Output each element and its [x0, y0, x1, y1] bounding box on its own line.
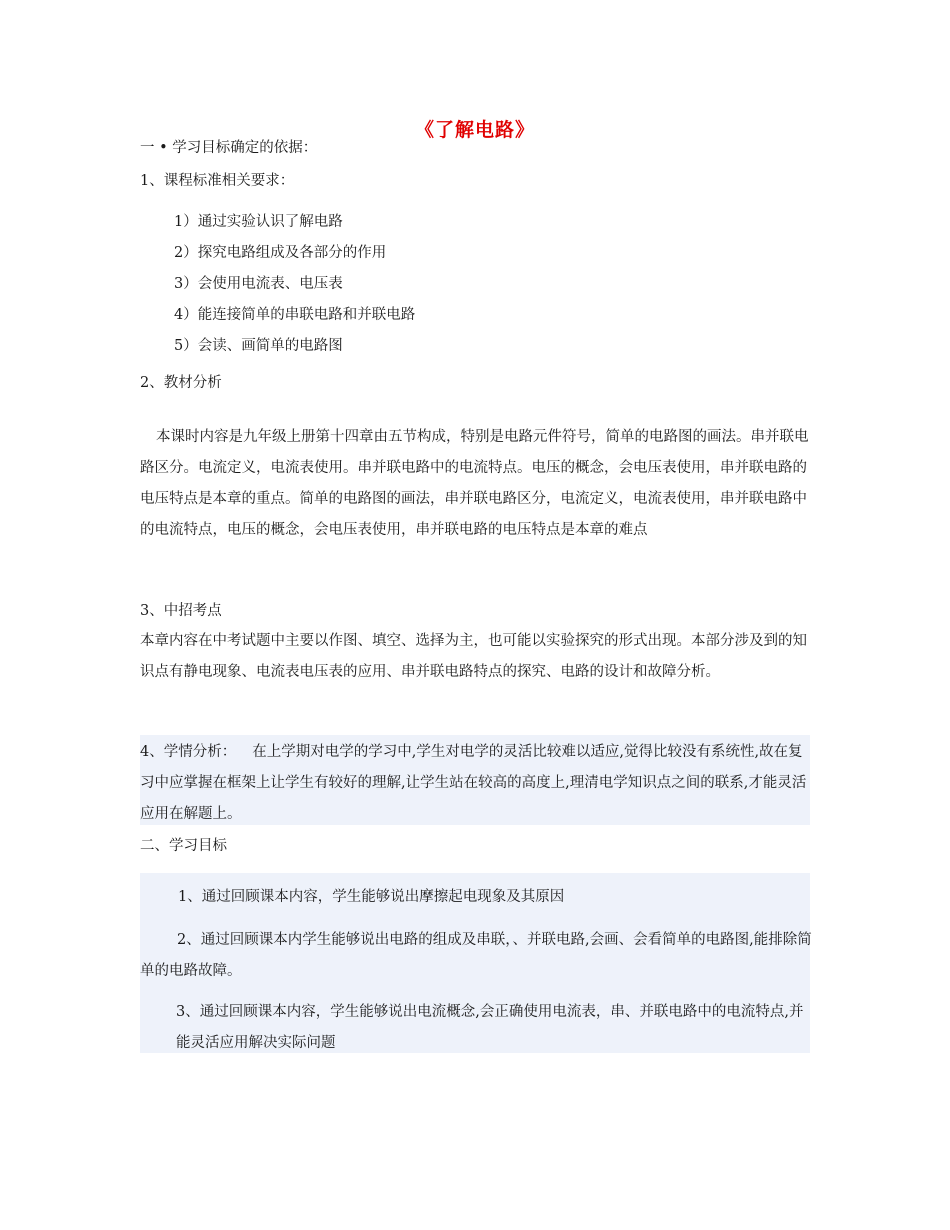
- exam-points-paragraph: 本章内容在中考试题中主要以作图、填空、选择为主，也可能以实验探究的形式出现。本部分涉及到的知识点有静电现象、电流表电压表的应用、串并联电路特点的探究、电路的设计和故障分析。: [140, 633, 807, 680]
- standard-item-4: 4）能连接简单的串联电路和并联电路: [174, 307, 416, 323]
- standard-item-3: 3）会使用电流表、电压表: [174, 276, 343, 292]
- document-title: 《了解电路》: [414, 119, 535, 141]
- learning-goal-3: 3、通过回顾课本内容，学生能够说出电流概念,会正确使用电流表，串、并联电路中的电流特点,并能灵活应用解决实际问题: [176, 1004, 804, 1051]
- subsection-1-heading: 1、课程标准相关要求：: [140, 173, 295, 189]
- section-1-heading: 一 • 学习目标确定的依据：: [140, 140, 318, 156]
- learning-goal-2: 2、通过回顾课本内学生能够说出电路的组成及串联，、并联电路,会画、会看简单的电路图,能排除简单的电路故障。: [140, 932, 812, 979]
- learning-goal-1: 1、通过回顾课本内容，学生能够说出摩擦起电现象及其原因: [178, 889, 565, 905]
- section-2-heading: 二、学习目标: [140, 838, 227, 854]
- learner-analysis-text: 在上学期对电学的学习中,学生对电学的灵活比较难以适应,觉得比较没有系统性,故在复习中应掌握在框架上让学生有较好的理解,让学生站在较高的高度上,理清电学知识点之间的联系,才能灵活应用在解题上。: [140, 744, 807, 822]
- subsection-4-heading: 4、学情分析：: [140, 744, 237, 760]
- subsection-2-heading: 2、教材分析: [140, 375, 222, 391]
- standard-item-2: 2）探究电路组成及各部分的作用: [174, 245, 387, 261]
- standard-item-5: 5）会读、画简单的电路图: [174, 338, 343, 354]
- standard-item-1: 1）通过实验认识了解电路: [174, 214, 343, 230]
- textbook-analysis-paragraph: 本课时内容是九年级上册第十四章由五节构成，特别是电路元件符号，简单的电路图的画法。串并联电路区分。电流定义，电流表使用。串并联电路中的电流特点。电压的概念，会电压表使用，串并联电路的电压特点是本章的重点。简单的电路图的画法，串并联电路区分，电流定义，电流表使用，串并联电路中的电流特点，电压的概念，会电压表使用，串并联电路的电压特点是本章的难点: [140, 429, 809, 538]
- learner-analysis-block: [140, 737, 812, 830]
- subsection-3-heading: 3、中招考点: [140, 603, 222, 619]
